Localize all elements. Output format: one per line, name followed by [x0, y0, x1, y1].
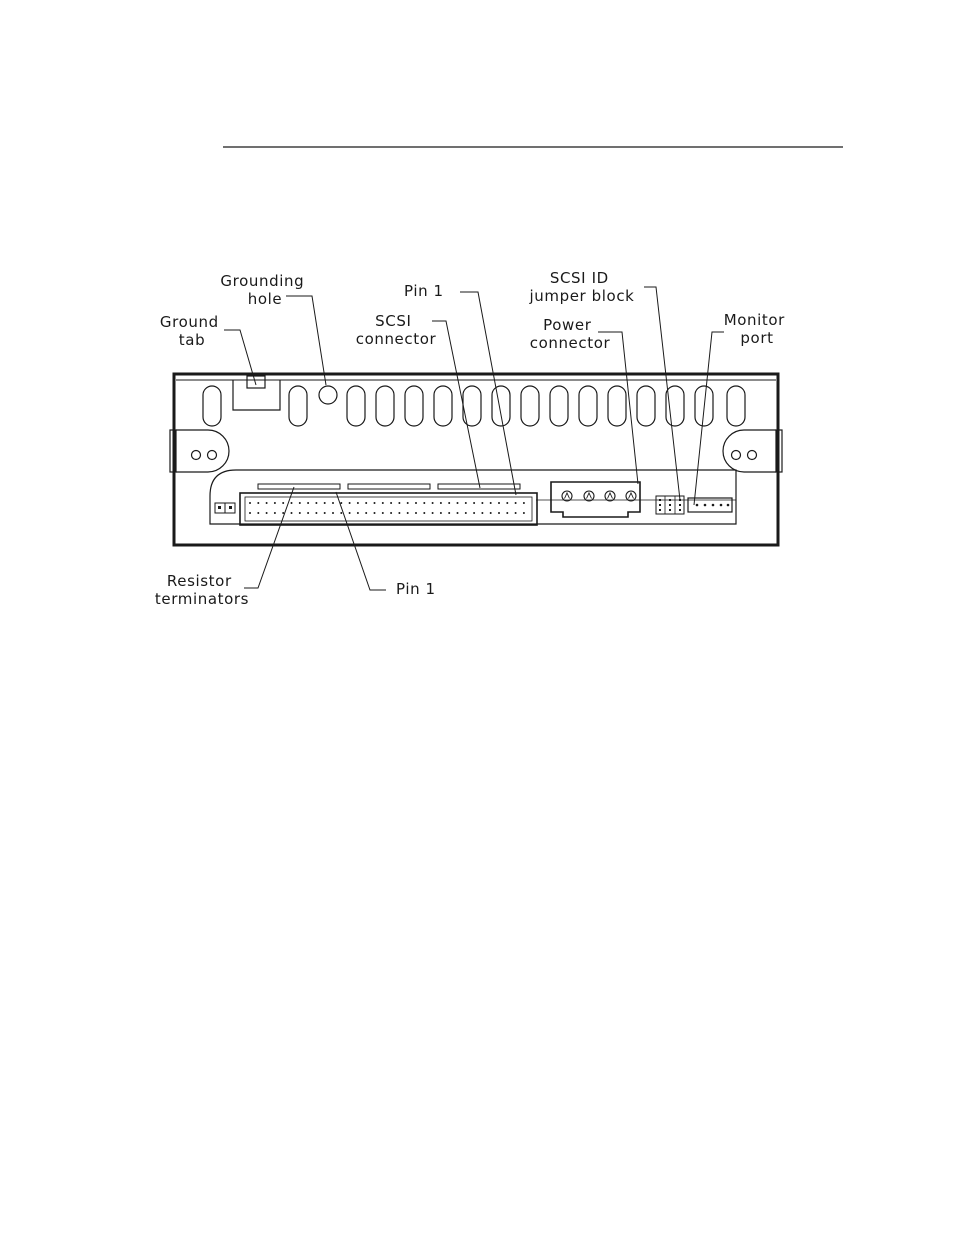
scsi-pin — [473, 502, 475, 504]
scsi-pin — [457, 502, 459, 504]
scsi-connector-pins — [249, 502, 525, 514]
ventilation-slot — [579, 386, 597, 426]
scsi-pin — [291, 512, 293, 514]
scsi-pin — [274, 502, 276, 504]
monitor-pin — [696, 504, 699, 507]
ventilation-slot — [376, 386, 394, 426]
scsi-pin — [324, 512, 326, 514]
scsi-pin — [440, 502, 442, 504]
scsi-pin — [506, 502, 508, 504]
jumper-pin — [679, 504, 681, 506]
scsi-pin — [365, 512, 367, 514]
scsi-pin — [332, 502, 334, 504]
scsi-pin — [465, 512, 467, 514]
monitor-pin — [720, 504, 723, 507]
scsi-pin — [432, 502, 434, 504]
scsi-pin — [282, 512, 284, 514]
scsi-pin — [515, 512, 517, 514]
scsi-pin — [249, 502, 251, 504]
scsi-pin — [490, 512, 492, 514]
power-pin-mark — [565, 493, 570, 499]
scsi-pin — [357, 502, 359, 504]
leader-resistor-terminators — [244, 487, 294, 588]
ventilation-slot — [550, 386, 568, 426]
jumper-pin — [669, 499, 671, 501]
scsi-pin — [407, 512, 409, 514]
scsi-pin — [481, 512, 483, 514]
scsi-pin — [415, 502, 417, 504]
jumper-pin — [679, 509, 681, 511]
scsi-pin — [506, 512, 508, 514]
scsi-pin — [448, 502, 450, 504]
scsi-pin — [398, 502, 400, 504]
leader-monitor-port — [694, 332, 724, 505]
ventilation-slot — [289, 386, 307, 426]
scsi-pin — [257, 512, 259, 514]
scsi-pin — [249, 512, 251, 514]
leader-scsi-connector — [432, 321, 480, 488]
leader-scsi-id-jumper — [644, 287, 680, 500]
label-monitor-port: Monitor port — [723, 311, 785, 347]
scsi-pin — [423, 512, 425, 514]
jumper-pin — [659, 504, 661, 506]
scsi-pin — [349, 512, 351, 514]
scsi-pin — [390, 512, 392, 514]
jumper-pin — [659, 499, 661, 501]
scsi-id-jumper-pins — [659, 499, 681, 511]
scsi-pin — [315, 512, 317, 514]
scsi-pin — [473, 512, 475, 514]
label-grounding-hole: Grounding hole — [220, 272, 305, 308]
resistor-terminators — [258, 484, 520, 489]
scsi-pin — [291, 502, 293, 504]
scsi-pin — [523, 512, 525, 514]
label-scsi-id-jumper-block: SCSI ID jumper block — [529, 269, 635, 305]
ventilation-slot — [666, 386, 684, 426]
scsi-connector — [240, 493, 537, 525]
scsi-pin — [407, 502, 409, 504]
scsi-pin — [481, 502, 483, 504]
scsi-pin — [266, 512, 268, 514]
scsi-pin — [498, 502, 500, 504]
ventilation-slot — [637, 386, 655, 426]
scsi-pin — [307, 502, 309, 504]
scsi-pin — [423, 502, 425, 504]
scsi-pin — [315, 502, 317, 504]
leader-ground-tab — [224, 330, 256, 385]
scsi-pin — [490, 502, 492, 504]
ventilation-slot — [347, 386, 365, 426]
power-pin-mark — [608, 493, 613, 499]
power-pin-mark — [587, 493, 592, 499]
label-ground-tab: Ground tab — [159, 313, 219, 349]
label-pin1-top: Pin 1 — [404, 282, 444, 300]
scsi-pin — [515, 502, 517, 504]
scsi-pin — [257, 502, 259, 504]
leader-power-connector — [598, 332, 638, 484]
ventilation-slot — [727, 386, 745, 426]
label-resistor-terminators: Resistor terminators — [154, 572, 250, 608]
jumper-pin — [669, 504, 671, 506]
left-jumper — [215, 503, 235, 513]
scsi-pin — [448, 512, 450, 514]
labels — [155, 269, 790, 608]
mounting-bracket-left — [170, 430, 229, 472]
scsi-pin — [498, 512, 500, 514]
scsi-pin — [299, 502, 301, 504]
monitor-pin — [704, 504, 707, 507]
scsi-pin — [349, 502, 351, 504]
scsi-pin — [340, 502, 342, 504]
scsi-pin — [382, 512, 384, 514]
ventilation-slot — [521, 386, 539, 426]
ventilation-slot — [405, 386, 423, 426]
leader-pin1-top — [460, 292, 516, 495]
scsi-pin — [365, 502, 367, 504]
scsi-pin — [382, 502, 384, 504]
ground-tab — [233, 376, 280, 410]
leader-grounding-hole — [286, 296, 326, 385]
power-connector — [551, 482, 640, 517]
ventilation-slot — [608, 386, 626, 426]
mounting-bracket-right — [723, 430, 782, 472]
scsi-pin — [465, 502, 467, 504]
monitor-pin — [712, 504, 715, 507]
ventilation-slot — [434, 386, 452, 426]
monitor-pin — [727, 504, 730, 507]
drive-body — [174, 374, 778, 545]
scsi-pin — [398, 512, 400, 514]
scsi-pin — [332, 512, 334, 514]
jumper-pin — [669, 509, 671, 511]
label-pin1-bottom: Pin 1 — [396, 580, 436, 598]
scsi-pin — [299, 512, 301, 514]
scsi-pin — [324, 502, 326, 504]
power-connector-pins — [562, 491, 636, 501]
scsi-pin — [374, 512, 376, 514]
scsi-pin — [440, 512, 442, 514]
monitor-port-pins — [696, 504, 730, 507]
scsi-pin — [274, 512, 276, 514]
scsi-pin — [307, 512, 309, 514]
jumper-pin — [659, 509, 661, 511]
ventilation-slots — [203, 386, 745, 426]
power-pin-mark — [629, 493, 634, 499]
leader-pin1-bottom — [336, 492, 386, 590]
scsi-pin — [374, 502, 376, 504]
scsi-pin — [390, 502, 392, 504]
ventilation-slot — [492, 386, 510, 426]
scsi-pin — [432, 512, 434, 514]
scsi-pin — [415, 512, 417, 514]
scsi-pin — [457, 512, 459, 514]
label-scsi-connector: SCSI connector — [355, 312, 437, 348]
scsi-pin — [266, 502, 268, 504]
scsi-pin — [357, 512, 359, 514]
grounding-hole — [319, 386, 337, 404]
ventilation-slot — [203, 386, 221, 426]
scsi-pin — [340, 512, 342, 514]
label-power-connector: Power connector — [529, 316, 611, 352]
scsi-pin — [523, 502, 525, 504]
scsi-pin — [282, 502, 284, 504]
